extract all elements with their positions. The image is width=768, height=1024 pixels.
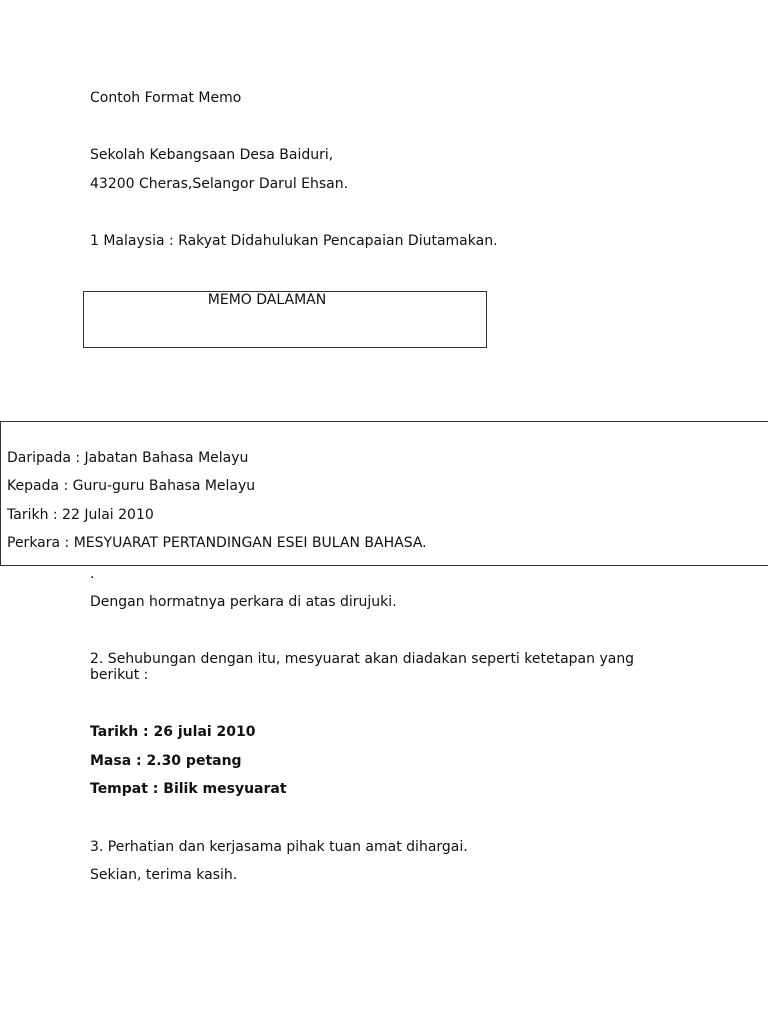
address-line-1: Sekolah Kebangsaan Desa Baiduri,: [90, 147, 334, 163]
motto-line: 1 Malaysia : Rakyat Didahulukan Pencapaian Diutamakan.: [90, 233, 498, 249]
body-paragraph-1: Dengan hormatnya perkara di atas dirujuki.: [90, 594, 397, 610]
document-heading: Contoh Format Memo: [90, 90, 242, 106]
info-date: Tarikh : 22 Julai 2010: [7, 507, 154, 523]
meeting-place: Tempat : Bilik mesyuarat: [90, 781, 287, 797]
info-from: Daripada : Jabatan Bahasa Melayu: [7, 450, 249, 466]
body-paragraph-2: 2. Sehubungan dengan itu, mesyuarat akan diadakan seperti ketetapan yang berikut :: [90, 651, 635, 683]
meeting-date: Tarikh : 26 julai 2010: [90, 724, 256, 740]
closing-thanks: Sekian, terima kasih.: [90, 867, 238, 883]
memo-title: MEMO DALAMAN: [207, 292, 327, 308]
info-subject: Perkara : MESYUARAT PERTANDINGAN ESEI BULAN BAHASA.: [7, 535, 427, 551]
memo-title-box: [83, 291, 487, 348]
separator-dot: .: [90, 566, 95, 582]
meeting-time: Masa : 2.30 petang: [90, 753, 242, 769]
address-line-2: 43200 Cheras,Selangor Darul Ehsan.: [90, 176, 349, 192]
memo-info-box: [0, 421, 768, 566]
closing-paragraph-3: 3. Perhatian dan kerjasama pihak tuan amat dihargai.: [90, 839, 468, 855]
info-to: Kepada : Guru-guru Bahasa Melayu: [7, 478, 256, 494]
